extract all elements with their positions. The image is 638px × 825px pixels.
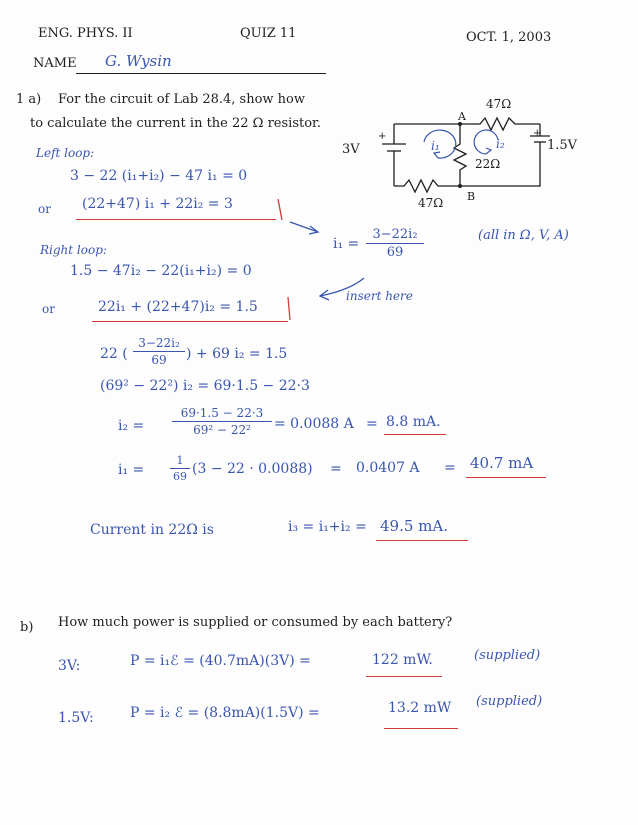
i1-calc-lhs: i₁ = <box>118 462 145 478</box>
substitution-prefix: 22 ( <box>100 346 128 362</box>
node-a-label: A <box>458 110 466 123</box>
i1-calc-value: 0.0407 A <box>356 460 420 476</box>
right-loop-label: Right loop: <box>40 243 107 257</box>
i1-calc-equals-2: = <box>444 460 456 476</box>
substitution-denominator: 69 <box>151 353 167 367</box>
i2-numerator: 69·1.5 − 22·3 <box>180 406 264 420</box>
left-loop-equation: 3 − 22 (i₁+i₂) − 47 i₁ = 0 <box>70 168 248 184</box>
current-result: 49.5 mA. <box>380 517 448 535</box>
problem-prompt-line1: For the circuit of Lab 28.4, show how <box>58 92 305 107</box>
quiz-date: OCT. 1, 2003 <box>466 30 552 45</box>
or-label-2: or <box>42 302 55 316</box>
arrow-to-i1 <box>290 222 318 232</box>
i2-denominator: 69² − 22² <box>193 423 251 437</box>
part-b-question: How much power is supplied or consumed by each battery? <box>58 615 453 630</box>
i2-result: 8.8 mA. <box>386 414 441 430</box>
power-row1-expression: P = i₁ℰ = (40.7mA)(3V) = <box>130 653 311 669</box>
current-statement: Current in 22Ω is <box>90 522 214 538</box>
power-row1-label: 3V: <box>58 658 81 674</box>
resistor-top-label: 47Ω <box>486 97 512 111</box>
power-row2-expression: P = i₂ ℰ = (8.8mA)(1.5V) = <box>130 705 320 721</box>
battery-left-plus: + <box>378 131 387 142</box>
part-b-label: b) <box>20 620 34 635</box>
battery-right-label: 1.5V <box>547 138 578 153</box>
loop-current-i1: i₁ <box>431 139 440 153</box>
resistor-bottom-label: 47Ω <box>418 196 444 210</box>
resistor-middle-label: 22Ω <box>475 157 501 171</box>
power-row2-label: 1.5V: <box>58 710 94 726</box>
arrow-insert-here <box>320 278 364 296</box>
i1-calc-result: 40.7 mA <box>470 454 534 472</box>
red-bracket-left-eq <box>278 199 282 220</box>
left-loop-rearranged: (22+47) i₁ + 22i₂ = 3 <box>82 196 233 212</box>
current-expression: i₃ = i₁+i₂ = <box>288 519 367 535</box>
name-label: NAME <box>33 56 77 71</box>
loop-current-i2: i₂ <box>496 137 505 151</box>
collected-equation: (69² − 22²) i₂ = 69·1.5 − 22·3 <box>100 378 310 394</box>
i1-calc-expression: (3 − 22 · 0.0088) <box>192 461 313 477</box>
node-b-label: B <box>467 190 476 203</box>
units-note: (all in Ω, V, A) <box>478 228 569 243</box>
quiz-title: QUIZ 11 <box>240 26 297 41</box>
i1-lhs: i₁ = <box>333 236 360 252</box>
substitution-suffix: ) + 69 i₂ = 1.5 <box>186 346 288 362</box>
battery-right-plus: + <box>533 128 542 139</box>
power-row1-result: 122 mW. <box>372 652 433 668</box>
left-loop-label: Left loop: <box>36 146 95 160</box>
right-loop-equation: 1.5 − 47i₂ − 22(i₁+i₂) = 0 <box>70 263 252 279</box>
i1-calc-equals: = <box>330 461 342 477</box>
power-row2-note: (supplied) <box>476 694 543 709</box>
problem-number: 1 a) <box>16 92 42 107</box>
i2-value: = 0.0088 A <box>274 416 354 432</box>
right-loop-rearranged: 22i₁ + (22+47)i₂ = 1.5 <box>98 299 258 315</box>
or-label-1: or <box>38 202 51 216</box>
name-value: G. Wysin <box>105 52 172 70</box>
i2-equals: = <box>366 416 378 432</box>
insert-here-note: insert here <box>346 289 413 303</box>
power-row2-result: 13.2 mW <box>388 700 452 716</box>
i1-denominator: 69 <box>386 245 404 260</box>
substitution-numerator: 3−22i₂ <box>138 336 180 350</box>
i1-numerator: 3−22i₂ <box>372 227 418 242</box>
i1-calc-denominator: 69 <box>173 470 187 483</box>
battery-left-label: 3V <box>342 142 360 157</box>
red-bracket-right-eq <box>288 297 290 320</box>
i1-calc-numerator: 1 <box>176 454 184 467</box>
power-row1-note: (supplied) <box>474 648 541 663</box>
course-title: ENG. PHYS. II <box>38 26 133 41</box>
problem-prompt-line2: to calculate the current in the 22 Ω resistor. <box>30 116 321 131</box>
i2-lhs: i₂ = <box>118 418 145 434</box>
